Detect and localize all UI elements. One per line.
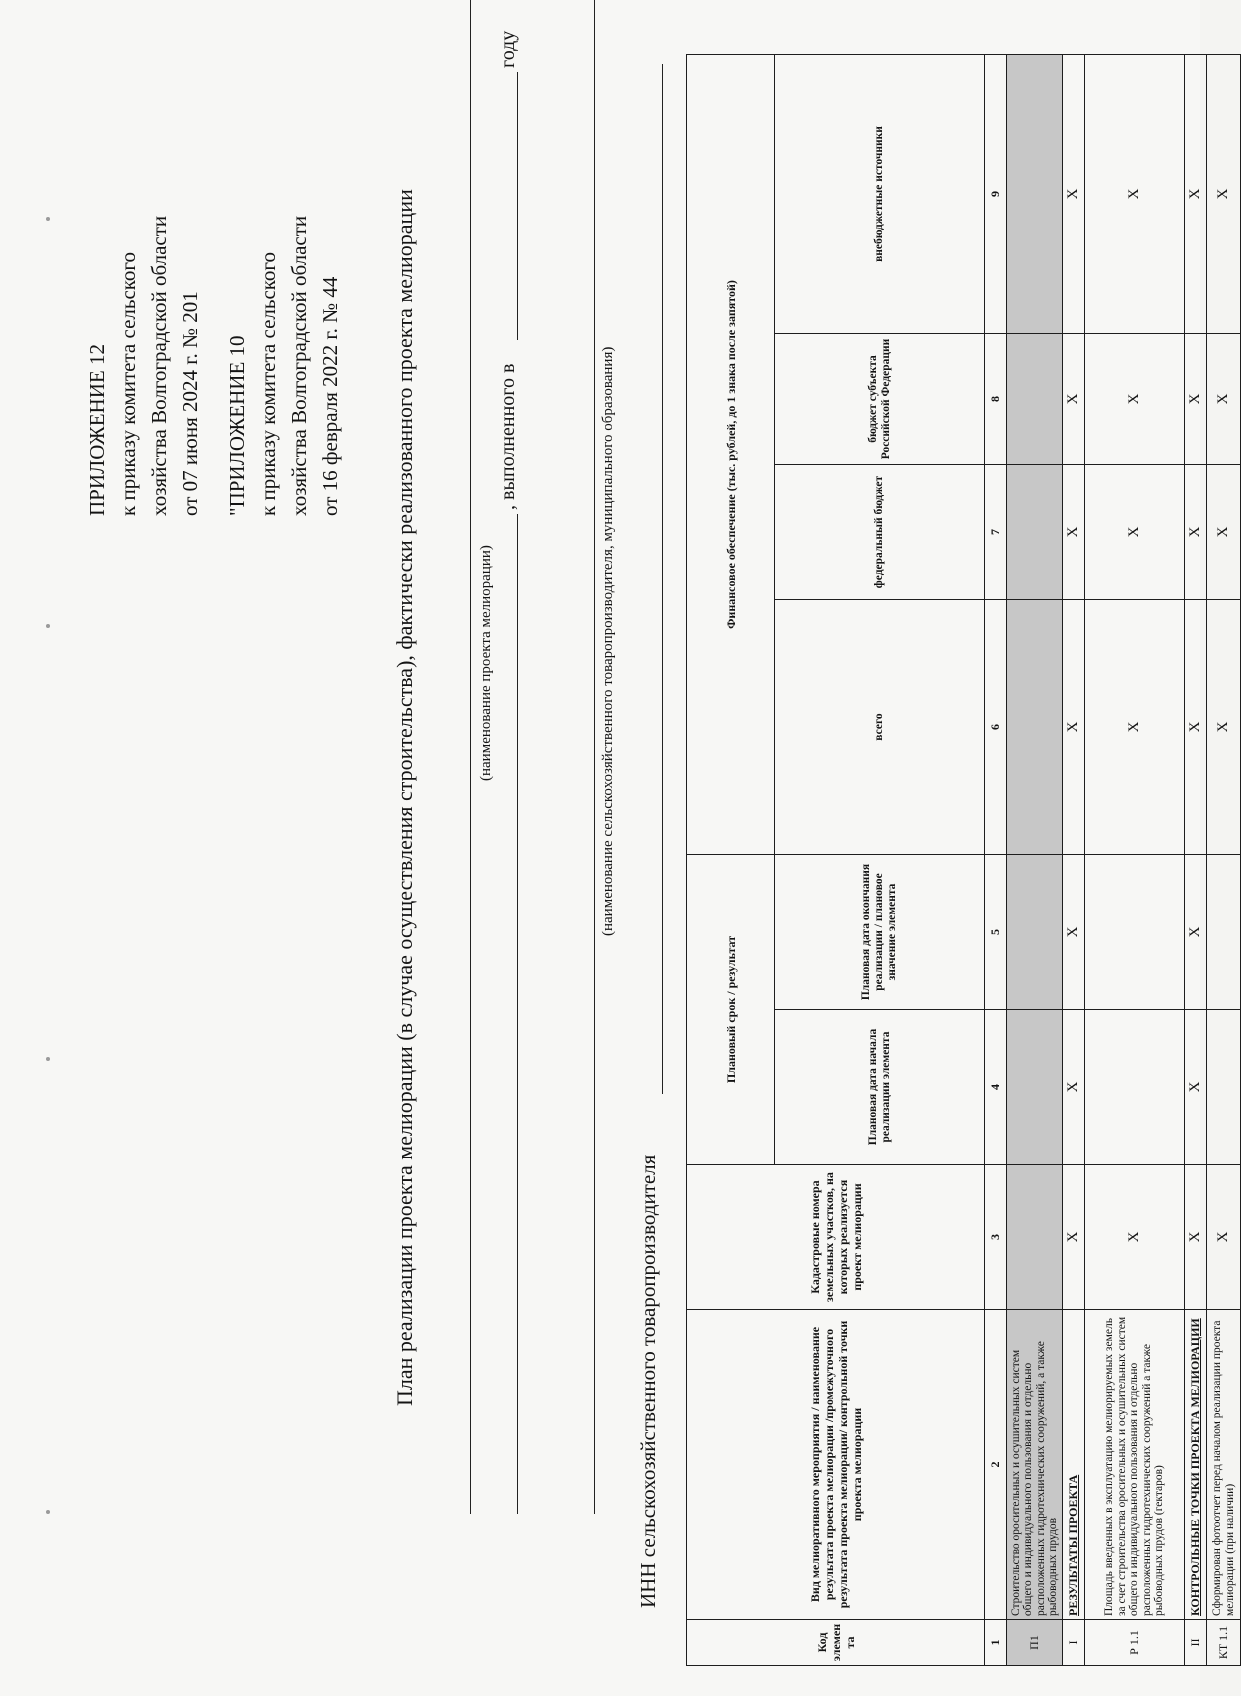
row-description: КОНТРОЛЬНЫЕ ТОЧКИ ПРОЕКТА МЕЛИОРАЦИИ [1185, 1310, 1207, 1620]
row-code: II [1185, 1620, 1207, 1666]
table-row-results [1063, 55, 1085, 1666]
row-code: КТ 1.1 [1207, 1620, 1241, 1666]
table-row-r11 [1085, 55, 1185, 1666]
row-cell: X [1085, 55, 1185, 334]
appendix-line: хозяйства Волгоградской области [147, 215, 171, 516]
row-cell: X [1185, 1010, 1207, 1165]
row-description: Сформирован фотоотчет перед началом реализации проекта мелиорации (при наличии) [1207, 1310, 1241, 1620]
row-cell: X [1207, 600, 1241, 855]
plan-table [686, 54, 1241, 1666]
document-title: План реализации проекта мелиорации (в случае осуществления строительства), фактически реализованного проекта мелиорации [392, 189, 417, 1406]
project-field-line [517, 514, 518, 1514]
row-cell: X [1085, 600, 1185, 855]
header-extra: внебюджетные источники [775, 55, 985, 334]
column-number: 8 [985, 334, 1007, 465]
scan-speck [46, 1057, 50, 1061]
row-description: РЕЗУЛЬТАТЫ ПРОЕКТА [1063, 1310, 1085, 1620]
appendix-title: "ПРИЛОЖЕНИЕ 10 [225, 335, 249, 516]
row-cell: X [1085, 1165, 1185, 1310]
column-number: 2 [985, 1310, 1007, 1620]
row-cell [1007, 855, 1063, 1010]
row-cell: X [1207, 55, 1241, 334]
appendix-line: к приказу комитета сельского [256, 251, 280, 516]
header-plan-end: Плановая дата окончания реализации / плановое значение элемента [775, 855, 985, 1010]
row-cell: X [1063, 55, 1085, 334]
header-regional: бюджет субъекта Российской Федерации [775, 334, 985, 465]
inn-label: ИНН сельскохозяйственного товаропроизводителя [636, 1154, 660, 1608]
appendix-line: от 16 февраля 2022 г. № 44 [318, 276, 342, 516]
row-cell: X [1085, 334, 1185, 465]
header-plan-group: Плановый срок / результат [687, 855, 775, 1165]
row-cell: X [1063, 855, 1085, 1010]
plan-header-row [687, 55, 775, 1666]
row-cell [1007, 55, 1063, 334]
scan-speck [46, 217, 50, 221]
row-cell: X [1185, 55, 1207, 334]
producer-caption: (наименование сельскохозяйственного товаропроизводителя, муниципального образования) [600, 346, 616, 936]
column-number: 9 [985, 55, 1007, 334]
row-cell [1007, 600, 1063, 855]
header-code: Код элемен та [687, 1620, 985, 1666]
row-cell: X [1185, 465, 1207, 600]
header-total: всего [775, 600, 985, 855]
row-cell [1007, 465, 1063, 600]
row-cell: X [1207, 334, 1241, 465]
row-cell: X [1185, 1165, 1207, 1310]
row-cell: X [1063, 1165, 1085, 1310]
appendix-line: к приказу комитета сельского [116, 251, 140, 516]
header-plan-start: Плановая дата начала реализации элемента [775, 1010, 985, 1165]
column-number: 3 [985, 1165, 1007, 1310]
appendix-title: ПРИЛОЖЕНИЕ 12 [85, 344, 109, 516]
producer-name-line [594, 0, 595, 1514]
row-description: Площадь введенных в эксплуатацию мелиорируемых земель за счет строительства оросительных и осушительных систем общего и индивидуального пользования и отдельно расположенных гидротехнических сооружений а также рыбоводных прудов (гектаров) [1085, 1310, 1185, 1620]
table-row-control-points [1185, 55, 1207, 1666]
row-cell: X [1063, 600, 1085, 855]
project-name-line [470, 0, 471, 1514]
row-cell: X [1185, 334, 1207, 465]
table-row-kt11 [1207, 55, 1241, 1666]
row-cell: X [1207, 465, 1241, 600]
header-finance-group: Финансовое обеспечение (тыс. рублей, до 1 знака после запятой) [687, 55, 775, 855]
row-code: I [1063, 1620, 1085, 1666]
scan-speck [46, 1510, 50, 1514]
column-number-row [985, 55, 1007, 1666]
appendix-line: хозяйства Волгоградской области [287, 215, 311, 516]
row-cell: X [1185, 855, 1207, 1010]
row-cell: X [1063, 1010, 1085, 1165]
column-number: 6 [985, 600, 1007, 855]
row-cell [1007, 1010, 1063, 1165]
year-label: году [497, 30, 519, 68]
column-number: 1 [985, 1620, 1007, 1666]
project-name-caption: (наименование проекта мелиорации) [478, 545, 494, 781]
scan-speck [46, 624, 50, 628]
row-cell [1085, 855, 1185, 1010]
row-code: П1 [1007, 1620, 1063, 1666]
row-cell: X [1085, 465, 1185, 600]
header-type: Вид мелиоративного мероприятия / наименование результата проекта мелиорации /промежуточного результата проекта мелиорации/ контрольной точки проекта мелиорации [687, 1310, 985, 1620]
appendix-block [82, 216, 206, 516]
header-cadastral: Кадастровые номера земельных участков, на которых реализуется проект мелиорации [687, 1165, 985, 1310]
row-cell: X [1207, 1165, 1241, 1310]
previous-appendix-block [222, 216, 346, 516]
row-cell [1207, 855, 1241, 1010]
performed-in-label: , выполненного в [497, 363, 519, 510]
header-federal: федеральный бюджет [775, 465, 985, 600]
row-cell: X [1063, 334, 1085, 465]
row-description: Строительство оросительных и осушительных систем общего и индивидуального пользования и отдельно расположенных гидротехнических сооружений, а также рыбоводных прудов [1007, 1310, 1063, 1620]
column-number: 7 [985, 465, 1007, 600]
year-field-line [517, 72, 518, 340]
row-cell [1007, 1165, 1063, 1310]
row-cell: X [1185, 600, 1207, 855]
row-cell [1207, 1010, 1241, 1165]
column-number: 5 [985, 855, 1007, 1010]
row-code: Р 1.1 [1085, 1620, 1185, 1666]
column-number: 4 [985, 1010, 1007, 1165]
inn-field-line [662, 64, 663, 1094]
row-cell: X [1063, 465, 1085, 600]
row-cell [1007, 334, 1063, 465]
appendix-line: от 07 июня 2024 г. № 201 [178, 291, 202, 516]
table-row-p1 [1007, 55, 1063, 1666]
row-cell [1085, 1010, 1185, 1165]
